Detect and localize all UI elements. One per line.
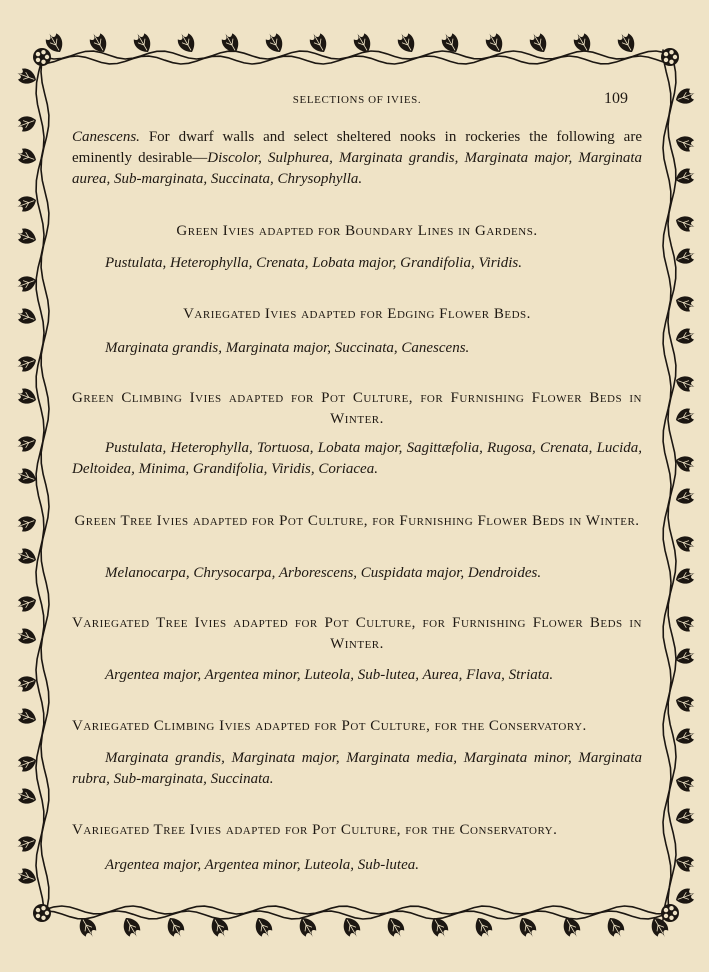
ivy-leaf-icon	[673, 533, 698, 554]
section-varieties: Pustulata, Heterophylla, Crenata, Lobata major, Grandifolia, Viridis.	[105, 255, 522, 271]
section-heading: Green Tree Ivies adapted for Pot Culture, for Furnishing Flower Beds in Winter.	[74, 513, 640, 529]
page-number: 109	[604, 90, 628, 107]
ivy-leaf-icon	[14, 386, 39, 407]
ivy-leaf-icon	[14, 193, 39, 214]
ivy-leaf-icon	[14, 866, 39, 887]
ivy-leaf-icon	[14, 226, 39, 247]
section-heading: Variegated Ivies adapted for Edging Flower Beds.	[183, 306, 531, 322]
intro-varieties: Discolor, Sulphurea, Marginata grandis, Marginata major, Marginata aurea, Sub-marginata, Succinata, Chrysophylla.	[72, 150, 642, 187]
ivy-leaf-icon	[673, 213, 698, 234]
running-head-title: SELECTIONS OF IVIES.	[292, 94, 422, 106]
book-page	[72, 0, 642, 972]
section-varieties: Marginata grandis, Marginata major, Succinata, Canescens.	[105, 340, 470, 356]
intro-text: For dwarf walls and select sheltered nooks in rockeries the following are eminently desirable—	[72, 129, 642, 166]
ivy-leaf-icon	[673, 246, 698, 267]
ivy-leaf-icon	[14, 753, 39, 774]
section-varieties: Pustulata, Heterophylla, Tortuosa, Lobata major, Sagittæfolia, Rugosa, Crenata, Lucida, Deltoidea, Minima, Grandifolia, Viridis, Coriacea.	[72, 440, 642, 477]
section-varieties: Argentea major, Argentea minor, Luteola, Sub-lutea, Aurea, Flava, Striata.	[105, 667, 554, 683]
ivy-leaf-icon	[14, 593, 39, 614]
ivy-leaf-icon	[14, 786, 39, 807]
running-head	[72, 90, 642, 112]
ivy-leaf-icon	[673, 166, 698, 187]
ivy-leaf-icon	[673, 806, 698, 827]
ivy-leaf-icon	[14, 66, 39, 87]
ivy-leaf-icon	[14, 273, 39, 294]
ivy-leaf-icon	[14, 513, 39, 534]
ivy-leaf-icon	[673, 453, 698, 474]
section-heading: Green Climbing Ivies adapted for Pot Culture, for Furnishing Flower Beds in Winter.	[72, 390, 642, 427]
ivy-leaf-icon	[14, 673, 39, 694]
ivy-leaf-icon	[673, 133, 698, 154]
ivy-leaf-icon	[673, 293, 698, 314]
section-varieties: Argentea major, Argentea minor, Luteola, Sub-lutea.	[105, 857, 420, 873]
section-varieties: Melanocarpa, Chrysocarpa, Arborescens, Cuspidata major, Dendroides.	[105, 565, 542, 581]
ivy-leaf-icon	[673, 566, 698, 587]
ivy-leaf-icon	[673, 886, 698, 907]
ivy-leaf-icon	[14, 146, 39, 167]
ivy-leaf-icon	[673, 646, 698, 667]
ivy-leaf-icon	[673, 326, 698, 347]
ivy-leaf-icon	[14, 466, 39, 487]
ivy-leaf-icon	[673, 486, 698, 507]
ivy-leaf-icon	[14, 353, 39, 374]
ivy-leaf-icon	[673, 693, 698, 714]
ivy-leaf-icon	[14, 546, 39, 567]
ivy-leaf-icon	[14, 833, 39, 854]
intro-paragraph	[72, 127, 642, 190]
section-heading: Green Ivies adapted for Boundary Lines in Gardens.	[176, 223, 538, 239]
ivy-leaf-icon	[673, 726, 698, 747]
ivy-leaf-icon	[14, 306, 39, 327]
ivy-leaf-icon	[14, 626, 39, 647]
ivy-leaf-icon	[14, 433, 39, 454]
section-heading: Variegated Tree Ivies adapted for Pot Culture, for Furnishing Flower Beds in Winter.	[72, 615, 642, 652]
section-varieties: Marginata grandis, Marginata major, Marginata media, Marginata minor, Marginata rubra, Sub-marginata, Succinata.	[72, 750, 642, 787]
ivy-leaf-icon	[673, 853, 698, 874]
ivy-leaf-icon	[673, 773, 698, 794]
ivy-leaf-icon	[673, 406, 698, 427]
ivy-leaf-icon	[14, 706, 39, 727]
ivy-leaf-icon	[673, 373, 698, 394]
ivy-leaf-icon	[14, 113, 39, 134]
section-heading: Variegated Climbing Ivies adapted for Pot Culture, for the Conservatory.	[72, 718, 587, 734]
section-heading: Variegated Tree Ivies adapted for Pot Culture, for the Conservatory.	[72, 822, 558, 838]
ivy-leaf-icon	[673, 613, 698, 634]
ivy-leaf-icon	[673, 86, 698, 107]
intro-lead: Canescens.	[72, 129, 140, 145]
